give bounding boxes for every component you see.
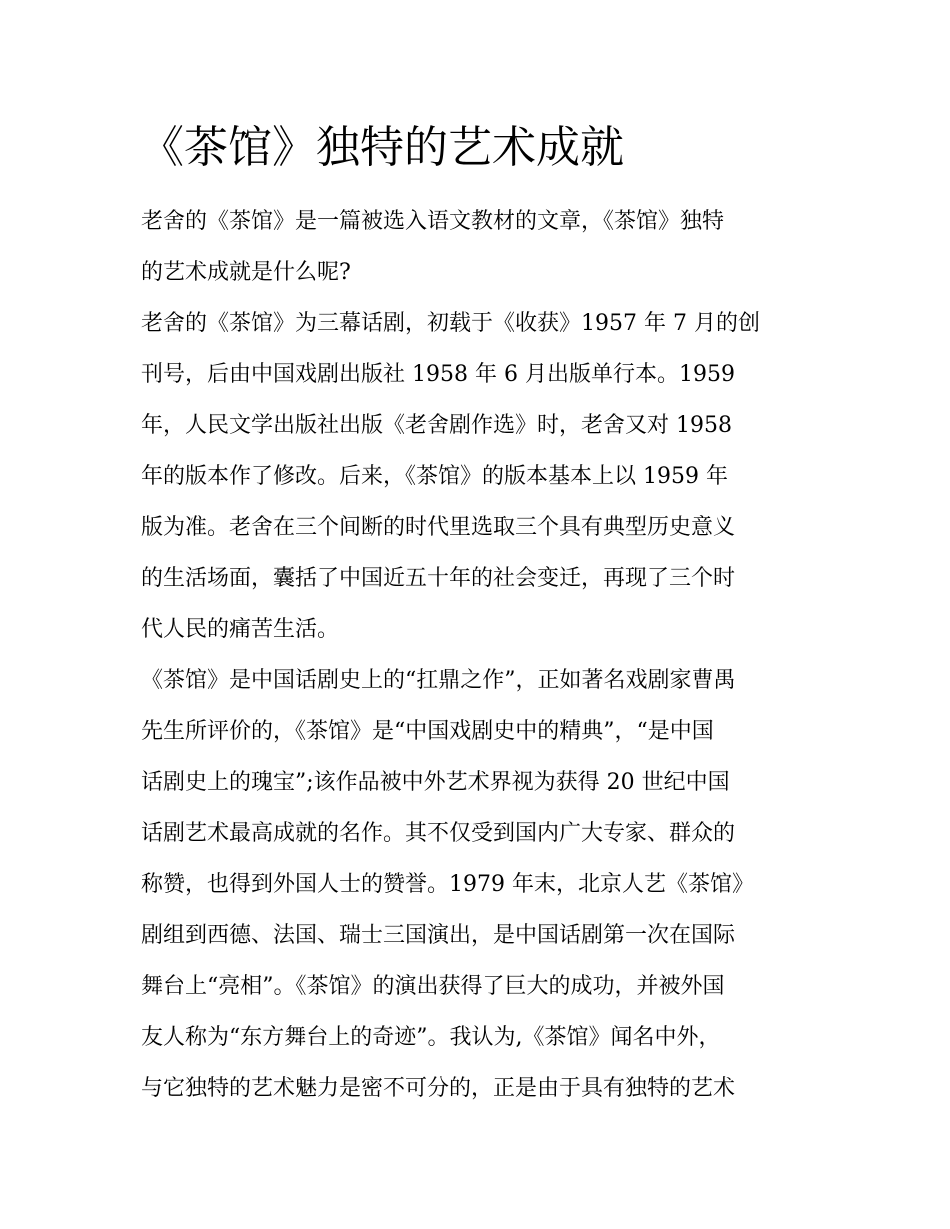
- paragraph-line: 老舍的《茶馆》为三幕话剧，初载于《收获》1957 年 7 月的创: [141, 311, 760, 336]
- paragraph-line: 老舍的《茶馆》是一篇被选入语文教材的文章，《茶馆》独特: [141, 209, 725, 234]
- paragraph-line: 友人称为“东方舞台上的奇迹”。我认为,《茶馆》闻名中外，: [141, 1025, 721, 1050]
- paragraph-line: 《茶馆》是中国话剧史上的“扛鼎之作”，正如著名戏剧家曹禺: [141, 668, 736, 693]
- paragraph-line: 话剧史上的瑰宝”;该作品被中外艺术界视为获得 20 世纪中国: [141, 770, 730, 795]
- paragraph-line: 舞台上“亮相”。《茶馆》的演出获得了巨大的成功，并被外国: [141, 974, 725, 999]
- paragraph-line: 年的版本作了修改。后来，《茶馆》的版本基本上以 1959 年: [141, 464, 728, 489]
- paragraph-line: 与它独特的艺术魅力是密不可分的，正是由于具有独特的艺术: [141, 1076, 736, 1101]
- paragraph-line: 剧组到西德、法国、瑞士三国演出，是中国话剧第一次在国际: [141, 923, 736, 948]
- paragraph-line: 先生所评价的，《茶馆》是“中国戏剧史中的精典”，“是中国: [141, 719, 714, 744]
- paragraph-line: 的生活场面，囊括了中国近五十年的社会变迁，再现了三个时: [141, 566, 736, 591]
- paragraph-line: 称赞，也得到外国人士的赞誉。1979 年末，北京人艺《茶馆》: [141, 872, 754, 897]
- paragraph-line: 版为准。老舍在三个间断的时代里选取三个具有典型历史意义: [141, 515, 736, 540]
- document-title: 《茶馆》独特的艺术成就: [140, 122, 624, 173]
- paragraph-line: 年，人民文学出版社出版《老舍剧作选》时，老舍又对 1958: [141, 413, 732, 438]
- paragraph-line: 的艺术成就是什么呢?: [141, 260, 351, 285]
- paragraph-line: 代人民的痛苦生活。: [141, 617, 340, 642]
- paragraph-line: 话剧艺术最高成就的名作。其不仅受到国内广大专家、群众的: [141, 821, 736, 846]
- paragraph-line: 刊号，后由中国戏剧出版社 1958 年 6 月出版单行本。1959: [141, 362, 735, 387]
